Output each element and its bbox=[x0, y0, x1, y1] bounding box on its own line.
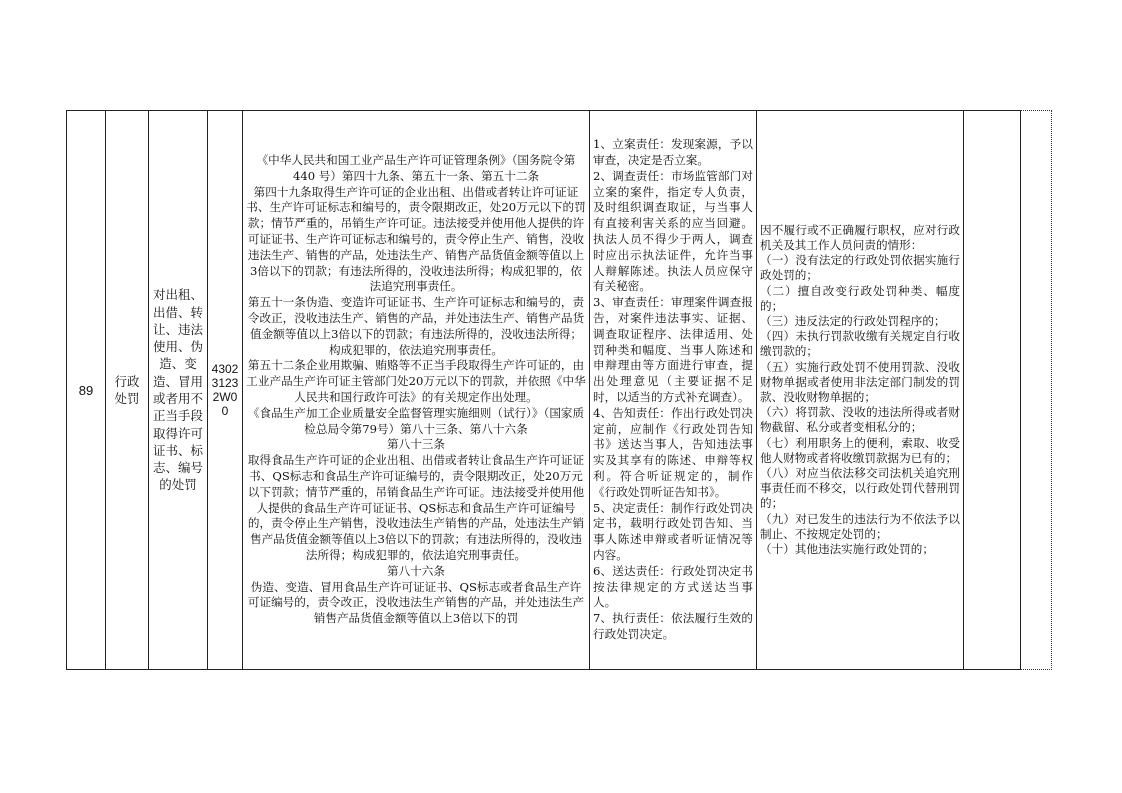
accountability-item: （四）未执行罚款收缴有关规定自行收缴罚款的； bbox=[760, 329, 960, 359]
basis-paragraph: 第四十九条取得生产许可证的企业出租、出借或者转让许可证证书、生产许可证标志和编号的，责令限期改正，处20万元以下的罚款；情节严重的，吊销生产许可证。违法接受并使用他人提供的许可证证书、生产许可证标志和编号的，责令停止生产、销售，没收违法生产、销售的产品，处违法生产、销售产品货值金额等值以上3倍以下的罚款；有违法所得的，没收违法所得；构成犯罪的，依法追究刑事责任。 bbox=[246, 184, 586, 294]
responsibility-item: 3、审查责任：审理案件调查报告，对案件违法事实、证据、调查取证程序、法律适用、处罚种类和幅度、当事人陈述和申辩理由等方面进行审查，提出处理意见（主要证据不足时，以适当的方式补充调查）。 bbox=[593, 295, 753, 404]
responsibility-item: 5、决定责任：制作行政处罚决定书，载明行政处罚告知、当事人陈述申辩或者听证情况等内容。 bbox=[593, 500, 753, 562]
basis-paragraph: 第八十六条 bbox=[387, 563, 445, 578]
accountability-item: （十）其他违法实施行政处罚的； bbox=[760, 542, 934, 557]
basis-paragraph: 《中华人民共和国工业产品生产许可证管理条例》（国务院令第 440 号）第四十九条、第五十一条、第五十二条 bbox=[256, 153, 576, 183]
accountability-item: （六）将罚款、没收的违法所得或者财物截留、私分或者变相私分的； bbox=[760, 405, 960, 435]
basis-paragraph: 第八十三条 bbox=[387, 437, 445, 452]
power-category: 行政处罚 bbox=[106, 111, 149, 670]
basis-paragraph: 第五十一条伪造、变造许可证证书、生产许可证标志和编号的，责令改正，没收违法生产、销售的产品，并处违法生产、销售产品货值金额等值以上3倍以下的罚款；有违法所得的，没收违法所得；构成犯罪的，依法追究刑事责任。 bbox=[247, 295, 585, 357]
row-number: 89 bbox=[67, 111, 106, 670]
accountability-item: （二）擅自改变行政处罚种类、幅度的； bbox=[760, 283, 960, 313]
accountability-cell bbox=[757, 111, 964, 670]
table-row bbox=[67, 111, 1021, 670]
power-code: 43023123 2W00 bbox=[208, 111, 243, 670]
basis-paragraph: 第五十二条企业用欺骗、贿赂等不正当手段取得生产许可证的，由工业产品生产许可证主管部门处20万元以下的罚款，并依照《中华人民共和国行政许可法》的有关规定作出处理。 bbox=[246, 358, 586, 404]
responsibility-item: 1、立案责任：发现案源，予以审查，决定是否立案。 bbox=[593, 137, 753, 168]
accountability-item: （五）实施行政处罚不使用罚款、没收财物单据或者使用非法定部门制发的罚款、没收财物单据的； bbox=[760, 359, 960, 404]
responsibility-item: 4、告知责任：作出行政处罚决定前，应制作《行政处罚告知书》送达当事人，告知违法事实及其享有的陈述、申辩等权利。符合听证规定的，制作《行政处罚听证告知书》。 bbox=[593, 405, 753, 499]
remarks-cell bbox=[964, 111, 1021, 670]
legal-basis bbox=[246, 153, 586, 627]
basis-paragraph: 《食品生产加工企业质量安全监督管理实施细则（试行）》（国家质检总局令第79号）第八十三条、第八十六条 bbox=[247, 405, 585, 436]
accountability-item: （一）没有法定的行政处罚依据实施行政处罚的； bbox=[760, 253, 960, 283]
accountability-item: （八）对应当依法移交司法机关追究刑事责任而不移交，以行政处罚代替刑罚的； bbox=[760, 466, 960, 511]
responsibility-item: 2、调查责任：市场监管部门对立案的案件，指定专人负责，及时组织调查取证，与当事人有直接利害关系的应当回避。执法人员不得少于两人，调查时应出示执法证件，允许当事人辩解陈述。执法人员应保守有关秘密。 bbox=[593, 168, 753, 294]
basis-paragraph: 伪造、变造、冒用食品生产许可证证书、QS标志或者食品生产许可证编号的，责令改正，没收违法生产销售的产品，并处违法生产销售产品货值金额等值以上3倍以下的罚 bbox=[247, 579, 585, 626]
accountability-item: （三）违反法定的行政处罚程序的； bbox=[760, 313, 946, 328]
power-list-table bbox=[66, 110, 1021, 670]
basis-paragraph: 取得食品生产许可证的企业出租、出借或者转让食品生产许可证证书、QS标志和食品生产许可证编号的，责令限期改正，处20万元以下罚款；情节严重的，吊销食品生产许可证。违法接受并使用他人提供的食品生产许可证证书、QS标志和食品生产许可证编号的，责令停止生产销售，没收违法生产销售的产品，处违法生产销售产品货值金额等值以上3倍以下的罚款；有违法所得的，没收违法所得；构成犯罪的，依法追究刑事责任。 bbox=[247, 453, 585, 562]
accountability-item: （七）利用职务上的便利，索取、收受他人财物或者将收缴罚款据为已有的； bbox=[760, 435, 960, 465]
legal-basis-cell bbox=[243, 111, 590, 670]
accountability-item: （九）对已发生的违法行为不依法予以制止、不按规定处罚的； bbox=[760, 511, 960, 541]
accountability-item: 因不履行或不正确履行职权，应对行政机关及其工作人员问责的情形： bbox=[760, 222, 960, 252]
accountability-list bbox=[760, 223, 960, 557]
responsibility-item: 6、送达责任：行政处罚决定书按法律规定的方式送达当事人。 bbox=[593, 563, 753, 610]
responsibility-item: 7、执行责任：依法履行生效的行政处罚决定。 bbox=[593, 611, 753, 641]
responsibility-list bbox=[593, 137, 753, 643]
power-item-name: 对出租、出借、转让、违法使用、伪造、变造、冒用或者用不正当手段取得许可证书、标志、编号的处罚 bbox=[149, 111, 208, 670]
responsibility-cell bbox=[590, 111, 757, 670]
